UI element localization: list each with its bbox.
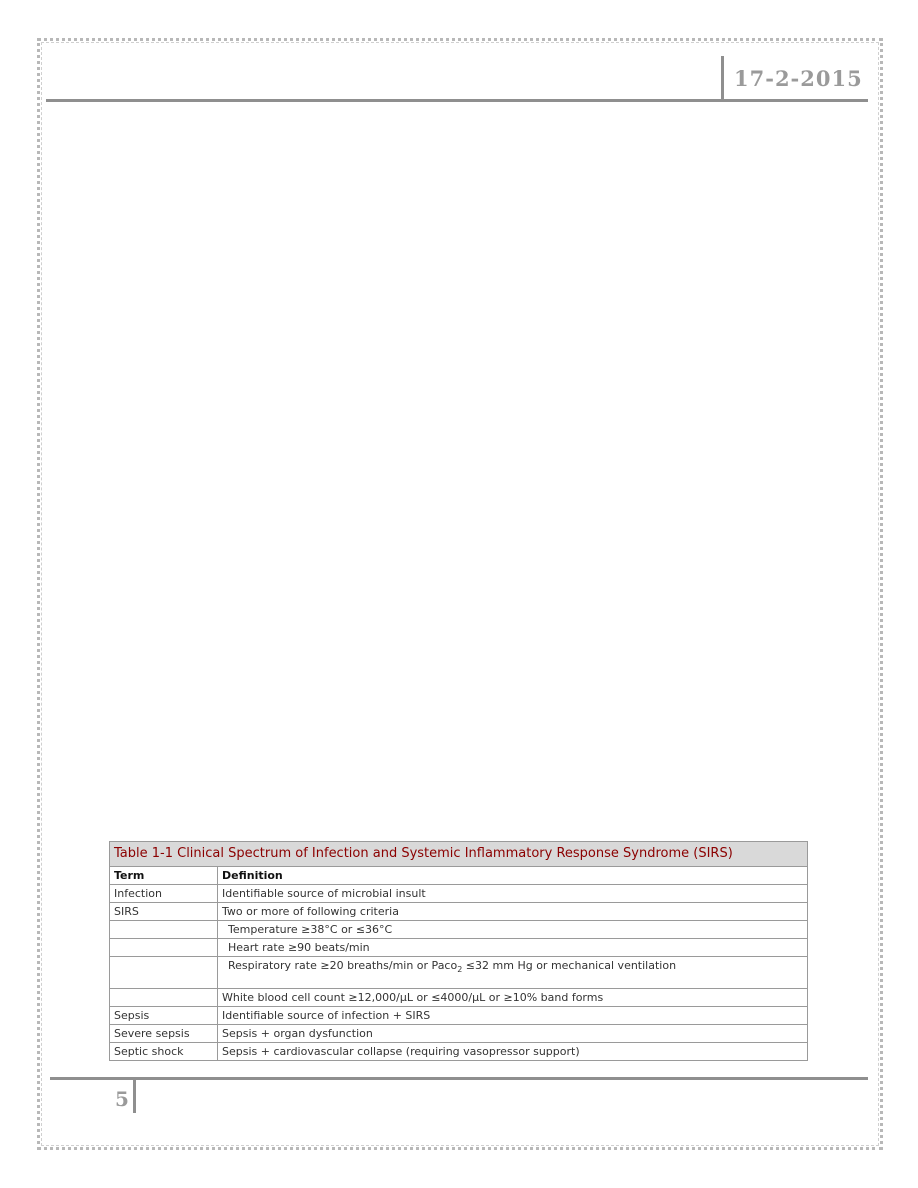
column-header-term: Term [110, 867, 218, 885]
definition-cell: Temperature ≥38°C or ≤36°C [218, 921, 808, 939]
term-cell [110, 957, 218, 989]
table-row [110, 921, 808, 939]
table-row [110, 989, 808, 1007]
header-date: 17-2-2015 [734, 66, 863, 91]
term-cell [110, 921, 218, 939]
header-divider [46, 99, 868, 102]
table-row [110, 1025, 808, 1043]
definition-cell: Sepsis + cardiovascular collapse (requiring vasopressor support) [218, 1043, 808, 1061]
definition-cell: Identifiable source of microbial insult [218, 885, 808, 903]
definition-cell: White blood cell count ≥12,000/μL or ≤4000/μL or ≥10% band forms [218, 989, 808, 1007]
term-cell: Sepsis [110, 1007, 218, 1025]
table-row [110, 903, 808, 921]
page-number: 5 [115, 1087, 129, 1111]
table-row [110, 957, 808, 989]
definition-cell: Sepsis + organ dysfunction [218, 1025, 808, 1043]
definition-cell: Identifiable source of infection + SIRS [218, 1007, 808, 1025]
footer-divider [50, 1077, 868, 1080]
table-row [110, 939, 808, 957]
term-cell [110, 989, 218, 1007]
term-cell: Severe sepsis [110, 1025, 218, 1043]
footer-divider-vertical [133, 1077, 136, 1113]
table-row [110, 1043, 808, 1061]
table-row [110, 885, 808, 903]
table-row [110, 1007, 808, 1025]
table-caption: Table 1-1 Clinical Spectrum of Infection and Systemic Inflammatory Response Syndrome (SIRS) [110, 842, 808, 867]
definition-cell [218, 957, 808, 989]
sirs-table [109, 841, 808, 1061]
definition-text-cont: ≤32 mm Hg or mechanical ventilation [462, 959, 677, 972]
definition-subscript: 2 [457, 965, 463, 975]
term-cell: Septic shock [110, 1043, 218, 1061]
term-cell: SIRS [110, 903, 218, 921]
column-header-definition: Definition [218, 867, 808, 885]
definition-cell: Two or more of following criteria [218, 903, 808, 921]
term-cell: Infection [110, 885, 218, 903]
definition-text: Respiratory rate ≥20 breaths/min or Paco [228, 959, 458, 972]
header-divider-vertical [721, 56, 724, 102]
term-cell [110, 939, 218, 957]
definition-cell: Heart rate ≥90 beats/min [218, 939, 808, 957]
